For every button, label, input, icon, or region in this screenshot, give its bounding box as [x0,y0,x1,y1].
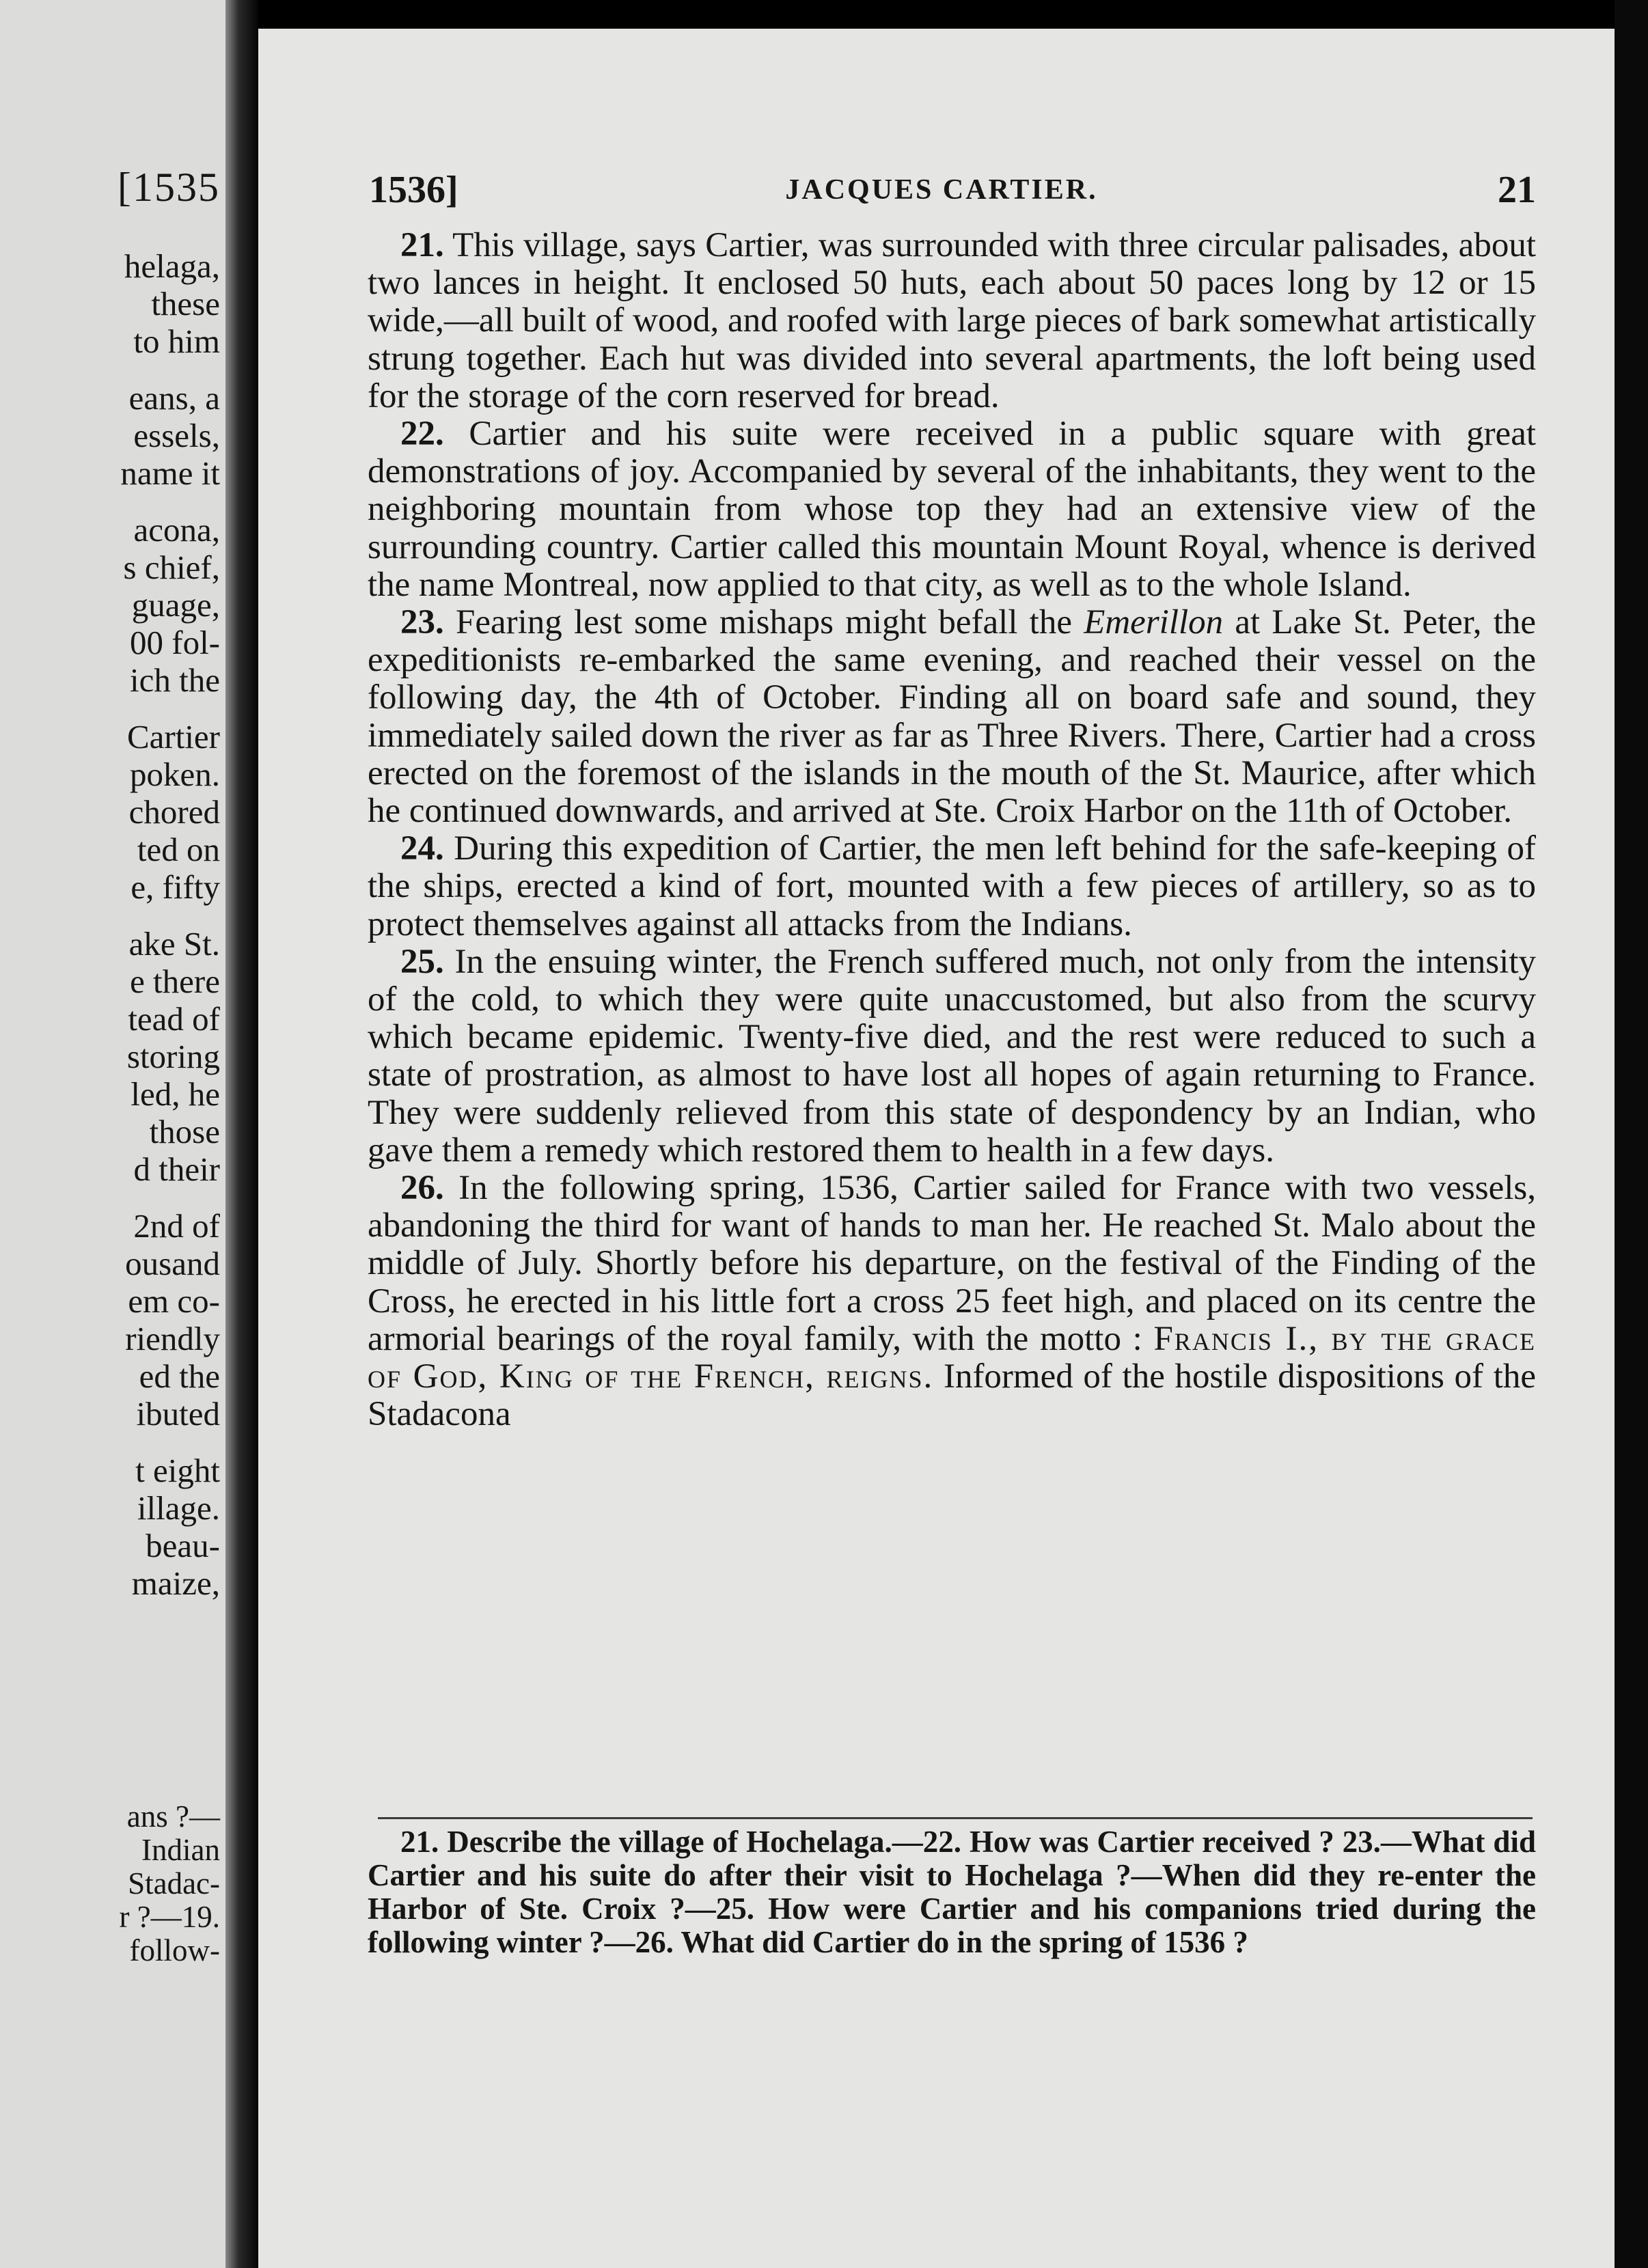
facing-page-line: ibuted [136,1395,220,1433]
facing-page-line: s chief, [123,549,220,586]
paragraph-number: 26. [400,1169,444,1208]
facing-page-line [120,360,220,379]
facing-page-line [120,699,220,718]
facing-page-line: eans, a [128,379,220,417]
paragraph-22 [368,415,1536,604]
paragraph-text-continued: Informed of the hostile dispositions of the Stadacona [368,1357,1537,1434]
facing-page-line: Cartier [126,718,220,756]
paragraph-number: 21. [400,226,444,264]
facing-page-line: follow- [129,1933,220,1967]
royal-motto: Francis I., by the grace of God, King of the French, reigns. [368,1319,1536,1396]
facing-page-line: ed the [139,1357,220,1395]
paragraph-number: 22. [400,415,444,454]
facing-page-line: Indian [141,1833,220,1867]
running-header-title: JACQUES CARTIER. [785,174,1098,206]
facing-page-line: t eight [135,1452,220,1489]
facing-page-header: [1535 [118,165,220,210]
paragraph-number: 24. [400,829,444,868]
book-gutter [225,0,258,2268]
facing-page-line: d their [133,1150,220,1188]
facing-page-line: guage, [131,586,220,624]
paragraph-number: 23. [400,603,444,642]
facing-page-line: name it [120,454,220,492]
paragraph-text: Cartier and his suite were received in a public square with great demonstrations of joy. Accompanied by several of the inhabitants, they went to the neighboring mountain from whose top they had an extensive view of the surrounding country. Cartier called this mountain Mount Royal, whence is derived the name Montreal, now applied to that city, as well as to the whole Island. [368,415,1537,604]
facing-page-line: these [151,285,220,322]
facing-page-line: storing [126,1038,220,1075]
facing-page-line: acona, [133,511,220,549]
facing-page-line [120,492,220,511]
page-number: 21 [1498,169,1536,211]
facing-page-line: beau- [146,1527,220,1564]
facing-page-line: those [149,1113,220,1150]
paragraph-text: This village, says Cartier, was surrounded with three circular palisades, about two lances in height. It enclosed 50 huts, each about 50 paces long by 12 or 15 wide,—all built of wood, and roofed with large pieces of bark somewhat artistically strung together. Each hut was divided into several apartments, the loft being used for the storage of the corn reserved for bread. [368,226,1536,415]
facing-page-line: to him [133,322,220,360]
facing-page-line: Stadac- [128,1866,220,1900]
facing-page-line: ousand [125,1245,220,1282]
facing-page-line [120,1188,220,1207]
facing-page-line [120,906,220,925]
facing-page-line: led, he [131,1075,220,1113]
paragraph-text: Fearing lest some mishaps might befall the [455,603,1084,642]
facing-page-line: riendly [125,1320,220,1357]
paragraph-24 [368,830,1536,943]
facing-page-line: helaga, [124,247,220,285]
paragraph-26 [368,1170,1536,1433]
facing-page-line: illage. [137,1489,220,1527]
footnote-text: 21. Describe the village of Hochelaga.—22. How was Cartier received ? 23.—What did Cartier and his suite do after their visit to Hochelaga ?—When did they re-enter the Harbor of Ste. Croix ?—25. How were Cartier and his companions tried during the following winter ?—26. What did Cartier do in the spring of 1536 ? [368,1825,1536,1959]
facing-page-line: maize, [131,1564,220,1602]
facing-page-line: ted on [137,831,220,868]
facing-page-line: ich the [130,661,220,699]
facing-page-line: essels, [133,417,220,454]
facing-page-line: 2nd of [133,1207,220,1245]
running-header-year: 1536] [369,169,458,211]
facing-page-line: tead of [128,1000,220,1038]
book-page [258,29,1615,2268]
scan-border [1615,0,1648,2268]
paragraph-text: In the following spring, 1536, Cartier sailed for France with two vessels, abandoning the third for want of hands to man her. He reached St. Malo about the middle of July. Shortly before his departure, on the festival of the Finding of the Cross, he erected in his little fort a cross 25 feet high, and placed on its centre the armorial bearings of the royal family, with the motto : [368,1169,1537,1358]
facing-page-line [120,1433,220,1452]
facing-page-footnote [120,1800,220,1967]
facing-page-line: r ?—19. [119,1900,220,1934]
footnote-divider [378,1817,1533,1819]
facing-page-line: poken. [130,756,220,793]
body-text [368,227,1536,1434]
paragraph-23 [368,604,1536,830]
paragraph-21 [368,227,1536,415]
paragraph-25 [368,943,1536,1170]
facing-page-line: e there [130,963,220,1000]
facing-page-fragment [0,0,225,2268]
facing-page-line: ans ?— [126,1799,220,1834]
facing-page-line: ake St. [128,925,220,963]
paragraph-text-continued: at Lake St. Peter, the expeditionists re-embarked the same evening, and reached their vessel on the following day, the 4th of October. Finding all on board safe and sound, they immediately sailed down the river as far as Three Rivers. There, Cartier had a cross erected on the foremost of the islands in the mouth of the St. Maurice, after which he continued downwards, and arrived at Ste. Croix Harbor on the 11th of October. [368,603,1537,831]
paragraph-text: During this expedition of Cartier, the men left behind for the safe-keeping of the ships, erected a kind of fort, mounted with a few pieces of artillery, so as to protect themselves against all attacks from the Indians. [368,829,1537,943]
paragraph-number: 25. [400,942,444,981]
study-questions-footnote [368,1825,1536,1959]
paragraph-text: In the ensuing winter, the French suffered much, not only from the intensity of the cold, to which they were quite unaccustomed, but also from the scurvy which became epidemic. Twenty-five died, and the rest were reduced to such a state of prostration, as almost to have lost all hopes of again returning to France. They were suddenly relieved from this state of despondency by an Indian, who gave them a remedy which restored them to health in a few days. [368,942,1536,1170]
ship-name: Emerillon [1084,603,1224,642]
facing-page-line: chored [128,793,220,831]
facing-page-line: e, fifty [131,868,220,906]
facing-page-text [120,247,220,1602]
facing-page-line: em co- [128,1282,220,1320]
facing-page-line: 00 fol- [130,624,220,661]
